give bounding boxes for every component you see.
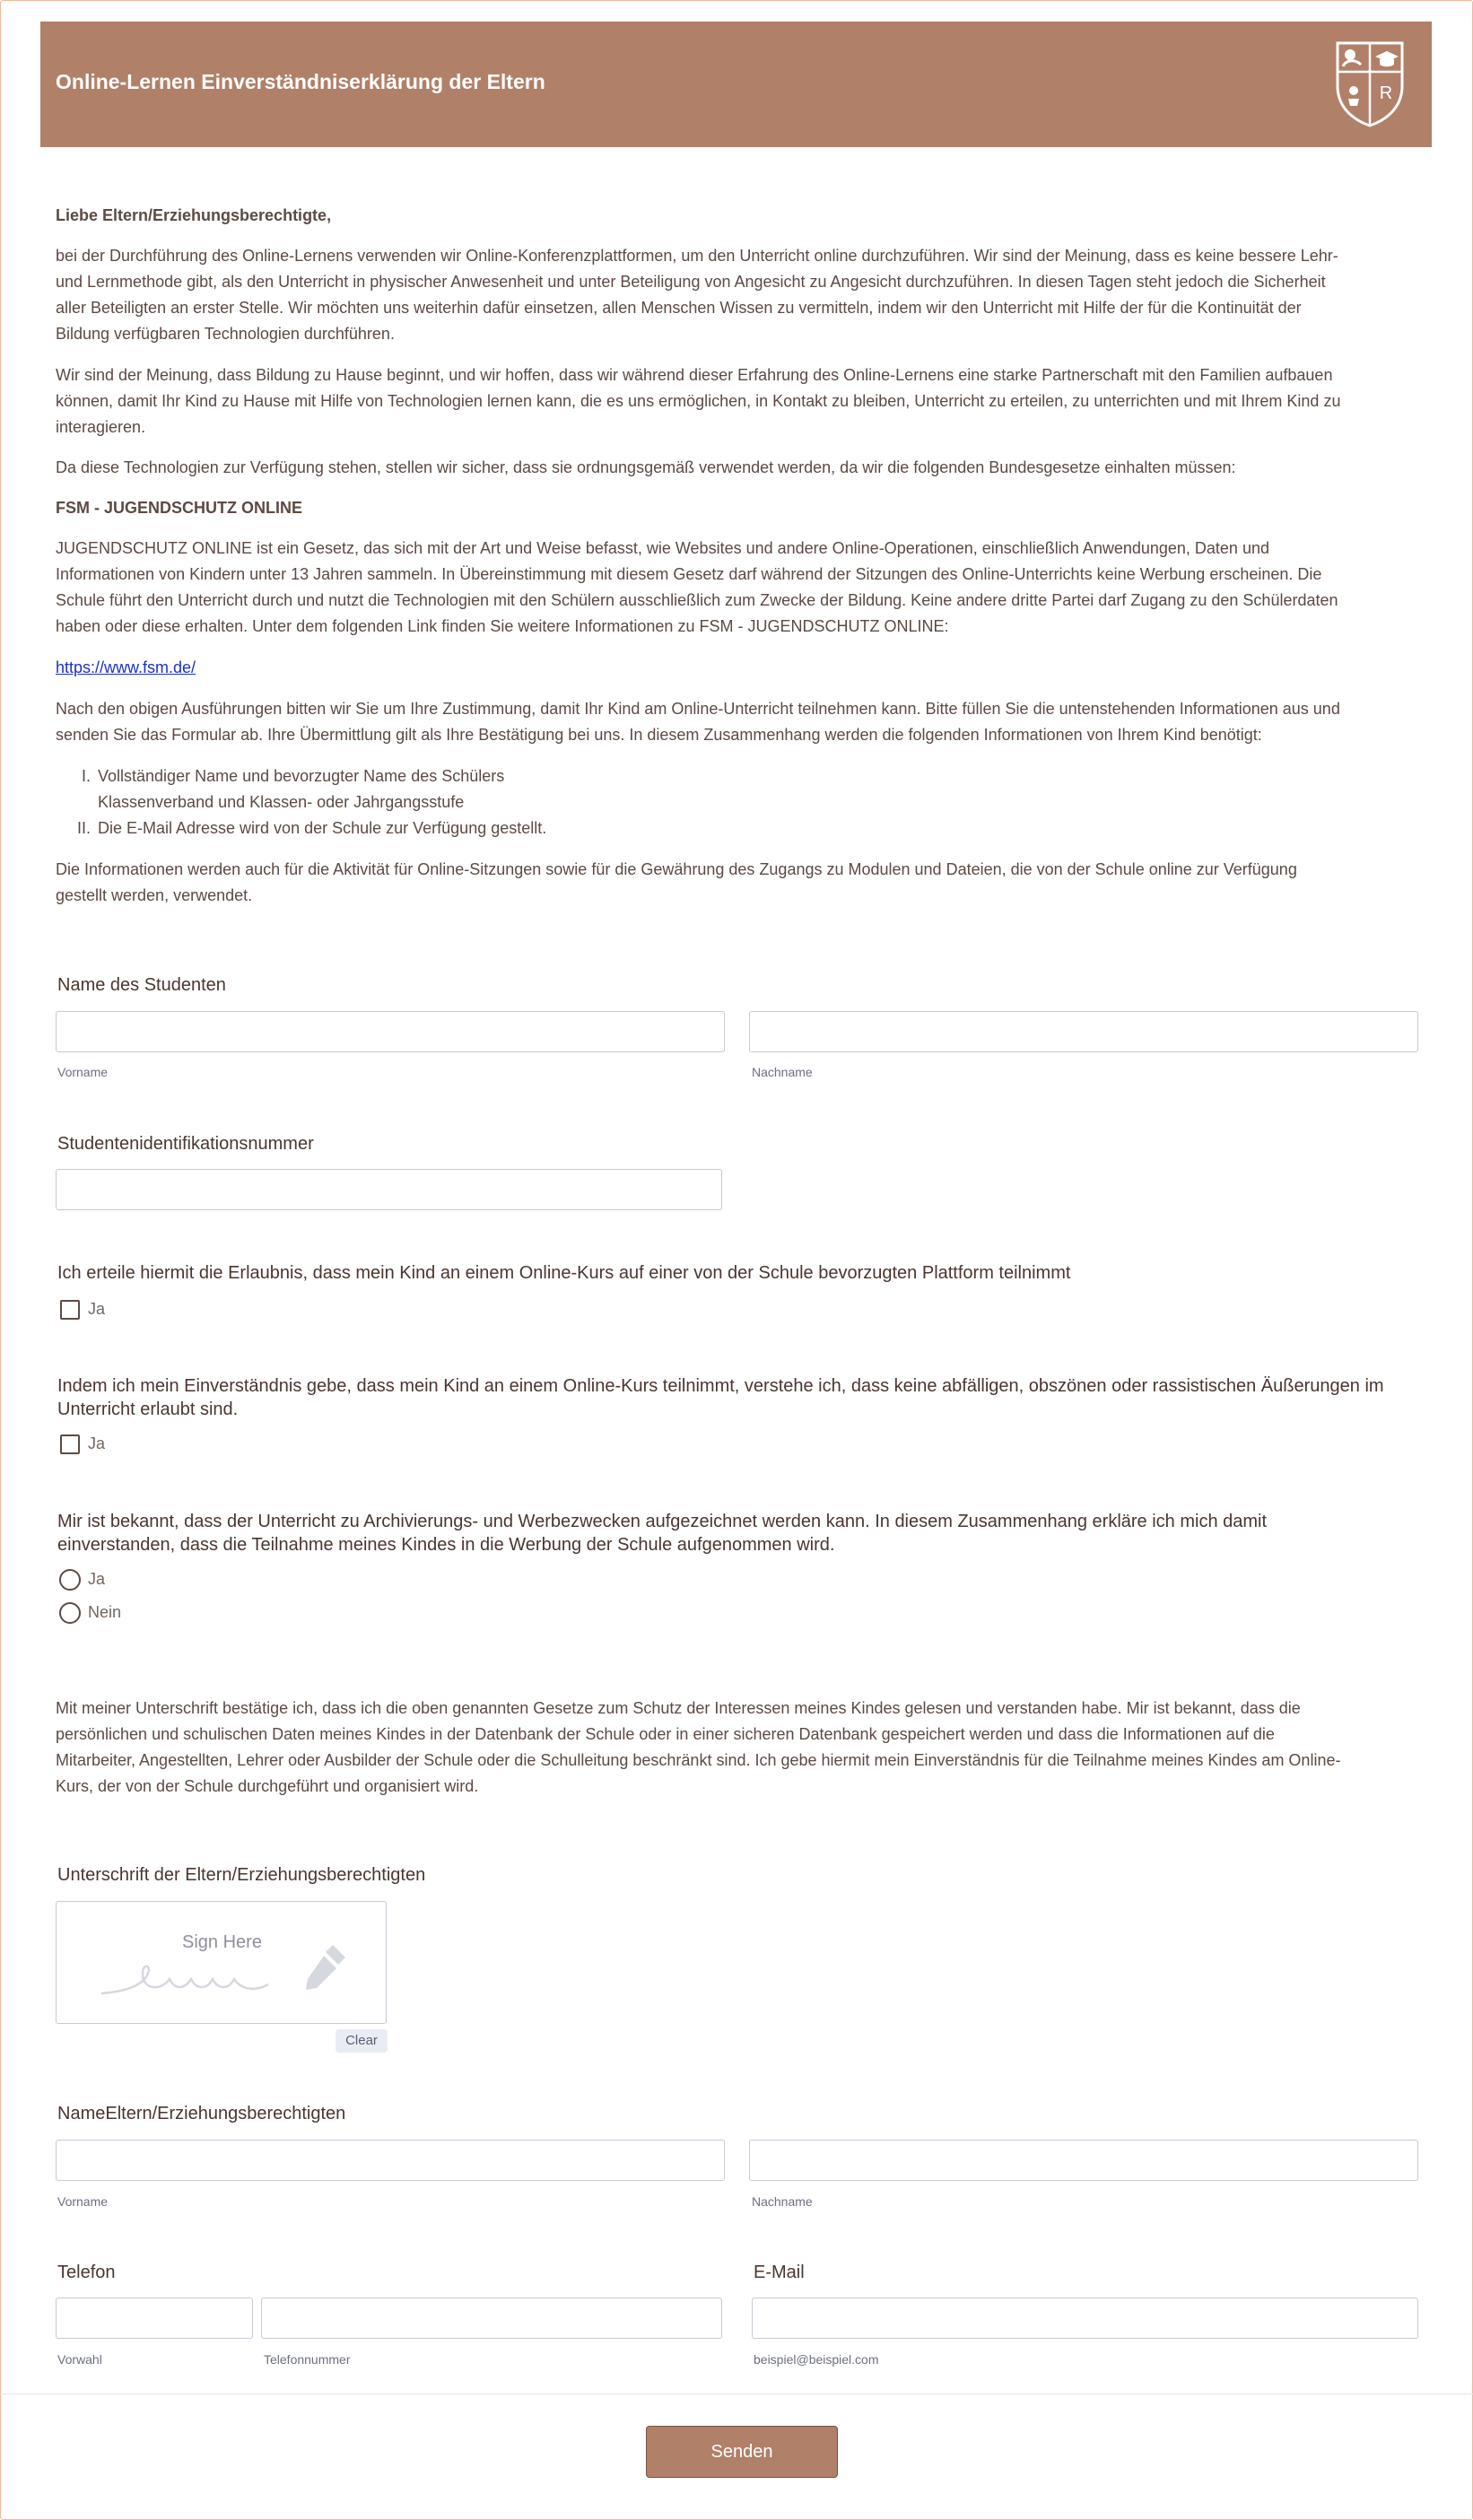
law-heading-block <box>56 495 1410 521</box>
phone-area-code-input[interactable] <box>56 2298 253 2339</box>
clear-signature-button[interactable]: Clear <box>336 2029 388 2053</box>
text-line: Kurs, der von der Schule durchgeführt und organisiert wird. <box>56 1777 479 1795</box>
intro-paragraph-5 <box>56 696 1410 748</box>
fsm-link[interactable]: https://www.fsm.de/ <box>56 658 196 676</box>
parent-first-name-input[interactable] <box>56 2140 725 2181</box>
question-line: Indem ich mein Einverständnis gebe, dass mein Kind an einem Online-Kurs teilnimmt, verstehe ich, dass keine abfälligen, obszönen oder rassistischen Äußerungen im <box>57 1376 1384 1396</box>
school-crest-icon <box>1334 39 1406 127</box>
student-first-name-input[interactable] <box>56 1011 725 1052</box>
question-line: Mir ist bekannt, dass der Unterricht zu Archivierungs- und Werbezwecken aufgezeichnet werden kann. In diesem Zusammenhang erkläre ich mich damit <box>57 1512 1268 1531</box>
email-label: E-Mail <box>754 2263 805 2282</box>
text-line: bei der Durchführung des Online-Lernens verwenden wir Online-Konferenzplattformen, um den Unterricht online durchzuführen. Wir sind der Meinung, dass es keine bessere Lehr- <box>56 247 1338 265</box>
text-line: können, damit Ihr Kind zu Hause mit Hilfe von Technologien lernen kann, die es uns ermöglichen, in Kontakt zu bleiben, Unterricht zu erteilen, zu unterrichten und mit Ihrem Kind zu <box>56 392 1341 410</box>
text-line: JUGENDSCHUTZ ONLINE ist ein Gesetz, das sich mit der Art und Weise befasst, wie Websites und andere Online-Operationen, einschließlich Anwendungen, Daten und <box>56 539 1269 557</box>
list-number: II. <box>76 819 91 837</box>
list-item <box>56 815 1401 841</box>
intro-paragraph-3 <box>56 455 1410 481</box>
parent-last-name-sublabel: Nachname <box>752 2194 813 2209</box>
recording-question <box>57 1510 1267 1556</box>
signature-squiggle-icon <box>98 1940 358 2002</box>
list-number: I. <box>81 767 91 785</box>
text-line: Informationen von Kindern unter 13 Jahren sammeln. In Übereinstimmung mit diesem Gesetz darf während der Sitzungen des Online-Unterrichts keine Werbung erscheinen. Die <box>56 565 1322 583</box>
intro-text <box>56 203 1410 229</box>
text-line: und Lernmethode gibt, als den Unterricht in physischer Anwesenheit und unter Beteiligung von Angesicht zu Angesicht durchzuführen. In diesen Tagen steht jedoch die Sicherheit <box>56 273 1326 291</box>
consent-paragraph <box>56 1696 1410 1800</box>
parent-last-name-input[interactable] <box>749 2140 1418 2181</box>
permission-option-label: Ja <box>88 1300 106 1318</box>
list-item <box>56 763 1401 789</box>
text-line: Mit meiner Unterschrift bestätige ich, dass ich die oben genannten Gesetze zum Schutz der Interessen meines Kindes gelesen und verstanden habe. Mir ist bekannt, dass die <box>56 1699 1301 1717</box>
text-line: gestellt werden, verwendet. <box>56 886 253 904</box>
recording-no-label: Nein <box>88 1603 122 1621</box>
first-name-sublabel: Vorname <box>57 1065 109 1079</box>
recording-radio-yes[interactable] <box>59 1569 81 1591</box>
text-line: haben oder diese erhalten. Unter dem folgenden Link finden Sie weitere Informationen zu FSM - JUGENDSCHUTZ ONLINE: <box>56 617 949 635</box>
law-heading: FSM - JUGENDSCHUTZ ONLINE <box>56 499 303 517</box>
student-name-label: Name des Studenten <box>57 975 226 995</box>
text-line: aller Beteiligten an erster Stelle. Wir möchten uns weiterhin dafür einsetzen, allen Menschen Wissen zu vermitteln, indem wir den Unterricht mit Hilfe der für die Kontinuität der <box>56 299 1302 317</box>
last-name-sublabel: Nachname <box>752 1065 813 1079</box>
list-item-text: Die E-Mail Adresse wird von der Schule zur Verfügung gestellt. <box>98 819 547 837</box>
phone-number-input[interactable] <box>261 2298 722 2339</box>
text-line: Da diese Technologien zur Verfügung stehen, stellen wir sicher, dass sie ordnungsgemäß verwendet werden, da wir die folgenden Bundesgesetze einhalten müssen: <box>56 458 1236 476</box>
text-line: persönlichen und schulischen Daten meines Kindes in der Datenbank der Schule oder in einer sicheren Datenbank gespeichert werden und dass die Informationen auf die <box>56 1725 1275 1743</box>
text-line: Bildung verfügbaren Technologien durchführen. <box>56 325 395 343</box>
intro-paragraph-2 <box>56 362 1410 440</box>
signature-placeholder: Sign Here <box>182 1932 262 1952</box>
text-line: senden Sie das Formular ab. Ihre Übermittlung gilt als Ihre Bestätigung bei uns. In diesem Zusammenhang werden die folgenden Informationen von Ihrem Kind benötigt: <box>56 726 1262 744</box>
signature-label: Unterschrift der Eltern/Erziehungsberechtigten <box>57 1865 426 1885</box>
text-line: interagieren. <box>56 418 146 436</box>
form-header <box>40 22 1432 147</box>
recording-yes-label: Ja <box>88 1570 106 1588</box>
text-line: Nach den obigen Ausführungen bitten wir Sie um Ihre Zustimmung, damit Ihr Kind am Online-Unterricht teilnehmen kann. Bitte füllen Sie die untenstehenden Informationen aus und <box>56 700 1340 718</box>
text-line: Wir sind der Meinung, dass Bildung zu Hause beginnt, und wir hoffen, dass wir während dieser Erfahrung des Online-Lernens eine starke Partnerschaft mit den Familien aufbauen <box>56 366 1333 384</box>
text-line: Die Informationen werden auch für die Aktivität für Online-Sitzungen sowie für die Gewährung des Zugangs zu Modulen und Dateien, die von der Schule online zur Verfügung <box>56 860 1297 878</box>
student-id-label: Studentenidentifikationsnummer <box>57 1134 314 1154</box>
conduct-question <box>57 1374 1384 1421</box>
permission-question: Ich erteile hiermit die Erlaubnis, dass mein Kind an einem Online-Kurs auf einer von der Schule bevorzugten Plattform teilnimmt <box>57 1263 1071 1283</box>
svg-text:R: R <box>1379 83 1393 103</box>
conduct-option-label: Ja <box>88 1434 106 1452</box>
text-line: Schule führt den Unterricht durch und nutzt die Technologien mit den Schülern ausschließlich zum Zwecke der Bildung. Keine andere dritte Partei darf Zugang zu den Schülerdaten <box>56 591 1338 609</box>
phone-label: Telefon <box>57 2263 116 2282</box>
signature-pad[interactable] <box>56 1901 387 2024</box>
phone-number-sublabel: Telefonnummer <box>264 2352 351 2367</box>
intro-paragraph-1 <box>56 243 1410 347</box>
greeting: Liebe Eltern/Erziehungsberechtigte, <box>56 206 332 224</box>
submit-button[interactable]: Senden <box>646 2426 838 2478</box>
list-item-text: Klassenverband und Klassen- oder Jahrgangsstufe <box>98 793 465 811</box>
requirements-list <box>56 763 1401 841</box>
list-item <box>56 789 1401 815</box>
form-title: Online-Lernen Einverständniserklärung der Eltern <box>56 70 545 93</box>
question-line: einverstanden, dass die Teilnahme meines Kindes in die Werbung der Schule aufgenommen wird. <box>57 1535 835 1555</box>
parent-name-label: NameEltern/Erziehungsberechtigten <box>57 2104 346 2123</box>
question-line: Unterricht erlaubt sind. <box>57 1400 239 1419</box>
intro-paragraph-4 <box>56 536 1410 640</box>
area-code-sublabel: Vorwahl <box>57 2352 102 2367</box>
email-sublabel: beispiel@beispiel.com <box>754 2352 879 2367</box>
permission-checkbox[interactable] <box>60 1300 80 1320</box>
text-line: Mitarbeiter, Angestellten, Lehrer oder Ausbilder der Schule oder die Schulleitung beschränkt sind. Ich gebe hiermit mein Einverständnis für die Teilnahme meines Kindes am Online- <box>56 1751 1341 1769</box>
list-item-text: Vollständiger Name und bevorzugter Name des Schülers <box>98 767 505 785</box>
student-id-input[interactable] <box>56 1169 722 1210</box>
link-block <box>56 655 1410 681</box>
email-input[interactable] <box>752 2298 1418 2339</box>
conduct-checkbox[interactable] <box>60 1434 80 1454</box>
parent-first-name-sublabel: Vorname <box>57 2194 109 2209</box>
student-last-name-input[interactable] <box>749 1011 1418 1052</box>
intro-paragraph-6 <box>56 857 1410 909</box>
recording-radio-no[interactable] <box>59 1602 81 1624</box>
